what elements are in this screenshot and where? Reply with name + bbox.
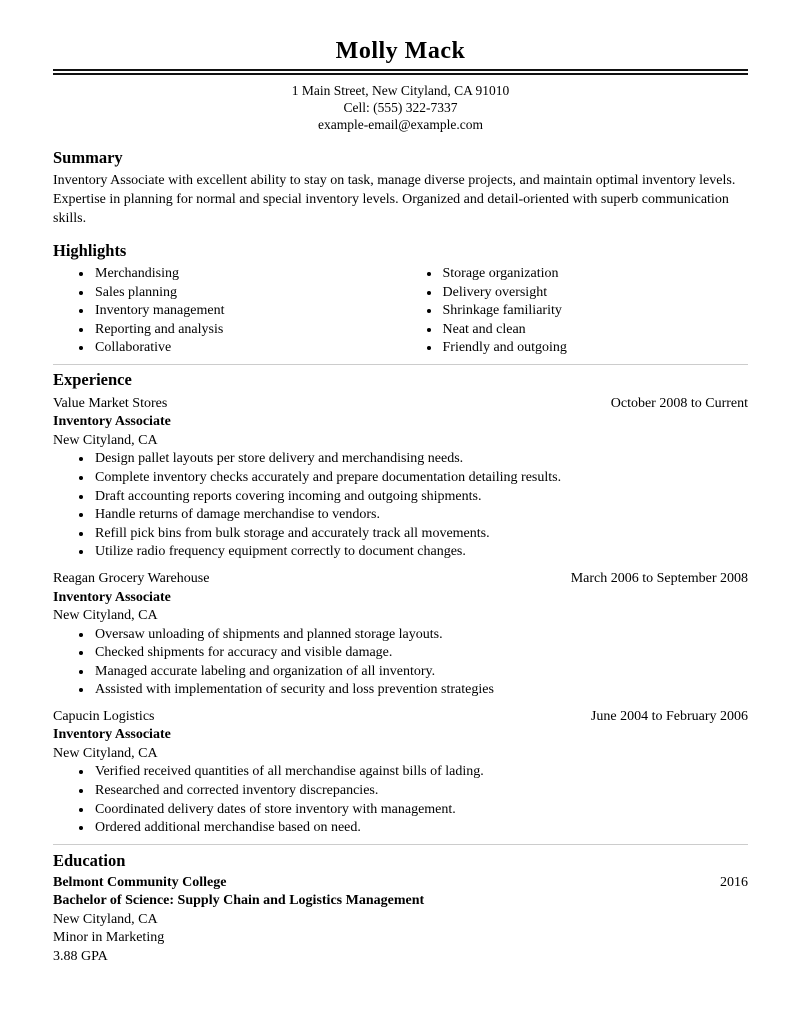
education-degree: Bachelor of Science: Supply Chain and Logistics Management (53, 893, 425, 909)
education-section (53, 851, 748, 967)
job-company: Value Market Stores (53, 395, 168, 411)
job-company-row (53, 708, 748, 727)
job-title: Inventory Associate (53, 727, 171, 743)
job-bullet-list (53, 763, 748, 837)
job-title: Inventory Associate (53, 414, 171, 430)
education-school-row (53, 874, 748, 893)
experience-heading: Experience (53, 369, 132, 389)
job-bullet: • Ordered additional merchandise based on need. (93, 819, 748, 838)
summary-heading: Summary (53, 148, 123, 167)
job-bullet: • Assisted with implementation of security and loss prevention strategies (93, 681, 748, 700)
section-divider (53, 844, 748, 845)
resume-header (53, 38, 748, 133)
highlight-item: • Merchandising (93, 265, 401, 284)
summary-text: Inventory Associate with excellent ability to stay on task, manage diverse projects, and maintain optimal inventory levels. Expertise in planning for normal and special inventory levels. Organized and detail-oriented with superb communication skills. (53, 173, 736, 226)
contact-email: example-email@example.com (318, 117, 483, 132)
job-bullet-list (53, 626, 748, 700)
highlight-item: • Delivery oversight (441, 284, 749, 303)
contact-block (53, 82, 748, 133)
job-bullet: • Refill pick bins from bulk storage and accurately track all movements. (93, 525, 748, 544)
contact-phone: Cell: (555) 322-7337 (343, 100, 458, 115)
job-location: New Cityland, CA (53, 745, 158, 761)
job-bullet: • Checked shipments for accuracy and visible damage. (93, 644, 748, 663)
job-bullet: • Managed accurate labeling and organization of all inventory. (93, 663, 748, 682)
job-location: New Cityland, CA (53, 608, 158, 624)
job-bullet: • Coordinated delivery dates of store inventory with management. (93, 801, 748, 820)
job-bullet: • Handle returns of damage merchandise to vendors. (93, 506, 748, 525)
job-company: Capucin Logistics (53, 708, 155, 724)
highlight-item: • Inventory management (93, 302, 401, 321)
highlights-right-list (401, 265, 749, 358)
education-minor: Minor in Marketing (53, 930, 165, 946)
job-bullet: • Researched and corrected inventory discrepancies. (93, 782, 748, 801)
highlights-columns (53, 265, 748, 358)
education-entry (53, 874, 748, 967)
job-entry (53, 395, 748, 562)
highlight-item: • Sales planning (93, 284, 401, 303)
education-school: Belmont Community College (53, 874, 227, 890)
name-heading: Molly Mack (335, 38, 466, 64)
job-company-row (53, 395, 748, 414)
highlight-item: • Collaborative (93, 339, 401, 358)
job-company-row (53, 570, 748, 589)
job-bullet: • Verified received quantities of all merchandise against bills of lading. (93, 763, 748, 782)
highlight-item: • Reporting and analysis (93, 321, 401, 340)
experience-section (53, 370, 748, 838)
job-dates: October 2008 to Current (610, 395, 748, 411)
highlight-item: • Storage organization (441, 265, 749, 284)
highlight-item: • Shrinkage familiarity (441, 302, 749, 321)
highlights-heading: Highlights (53, 241, 127, 260)
highlights-left-list (53, 265, 401, 358)
job-bullet-list (53, 450, 748, 562)
summary-section (53, 148, 748, 228)
job-dates: March 2006 to September 2008 (570, 571, 748, 587)
job-title: Inventory Associate (53, 589, 171, 605)
job-company: Reagan Grocery Warehouse (53, 571, 210, 587)
job-bullet: • Draft accounting reports covering incoming and outgoing shipments. (93, 488, 748, 507)
contact-address: 1 Main Street, New Cityland, CA 91010 (291, 83, 510, 98)
highlight-item: • Friendly and outgoing (441, 339, 749, 358)
job-bullet: • Utilize radio frequency equipment correctly to document changes. (93, 543, 748, 562)
job-bullet: • Oversaw unloading of shipments and planned storage layouts. (93, 626, 748, 645)
job-entry (53, 570, 748, 700)
highlight-item: • Neat and clean (441, 321, 749, 340)
education-year: 2016 (720, 874, 748, 890)
job-entry (53, 708, 748, 838)
job-dates: June 2004 to February 2006 (590, 708, 748, 724)
header-double-rule (53, 69, 748, 75)
section-divider (53, 364, 748, 365)
education-gpa: 3.88 GPA (53, 948, 108, 964)
education-heading: Education (53, 850, 126, 870)
job-bullet: • Design pallet layouts per store delivery and merchandising needs. (93, 450, 748, 469)
job-location: New Cityland, CA (53, 432, 158, 448)
education-location: New Cityland, CA (53, 911, 158, 927)
highlights-section (53, 241, 748, 358)
job-bullet: • Complete inventory checks accurately and prepare documentation detailing results. (93, 469, 748, 488)
